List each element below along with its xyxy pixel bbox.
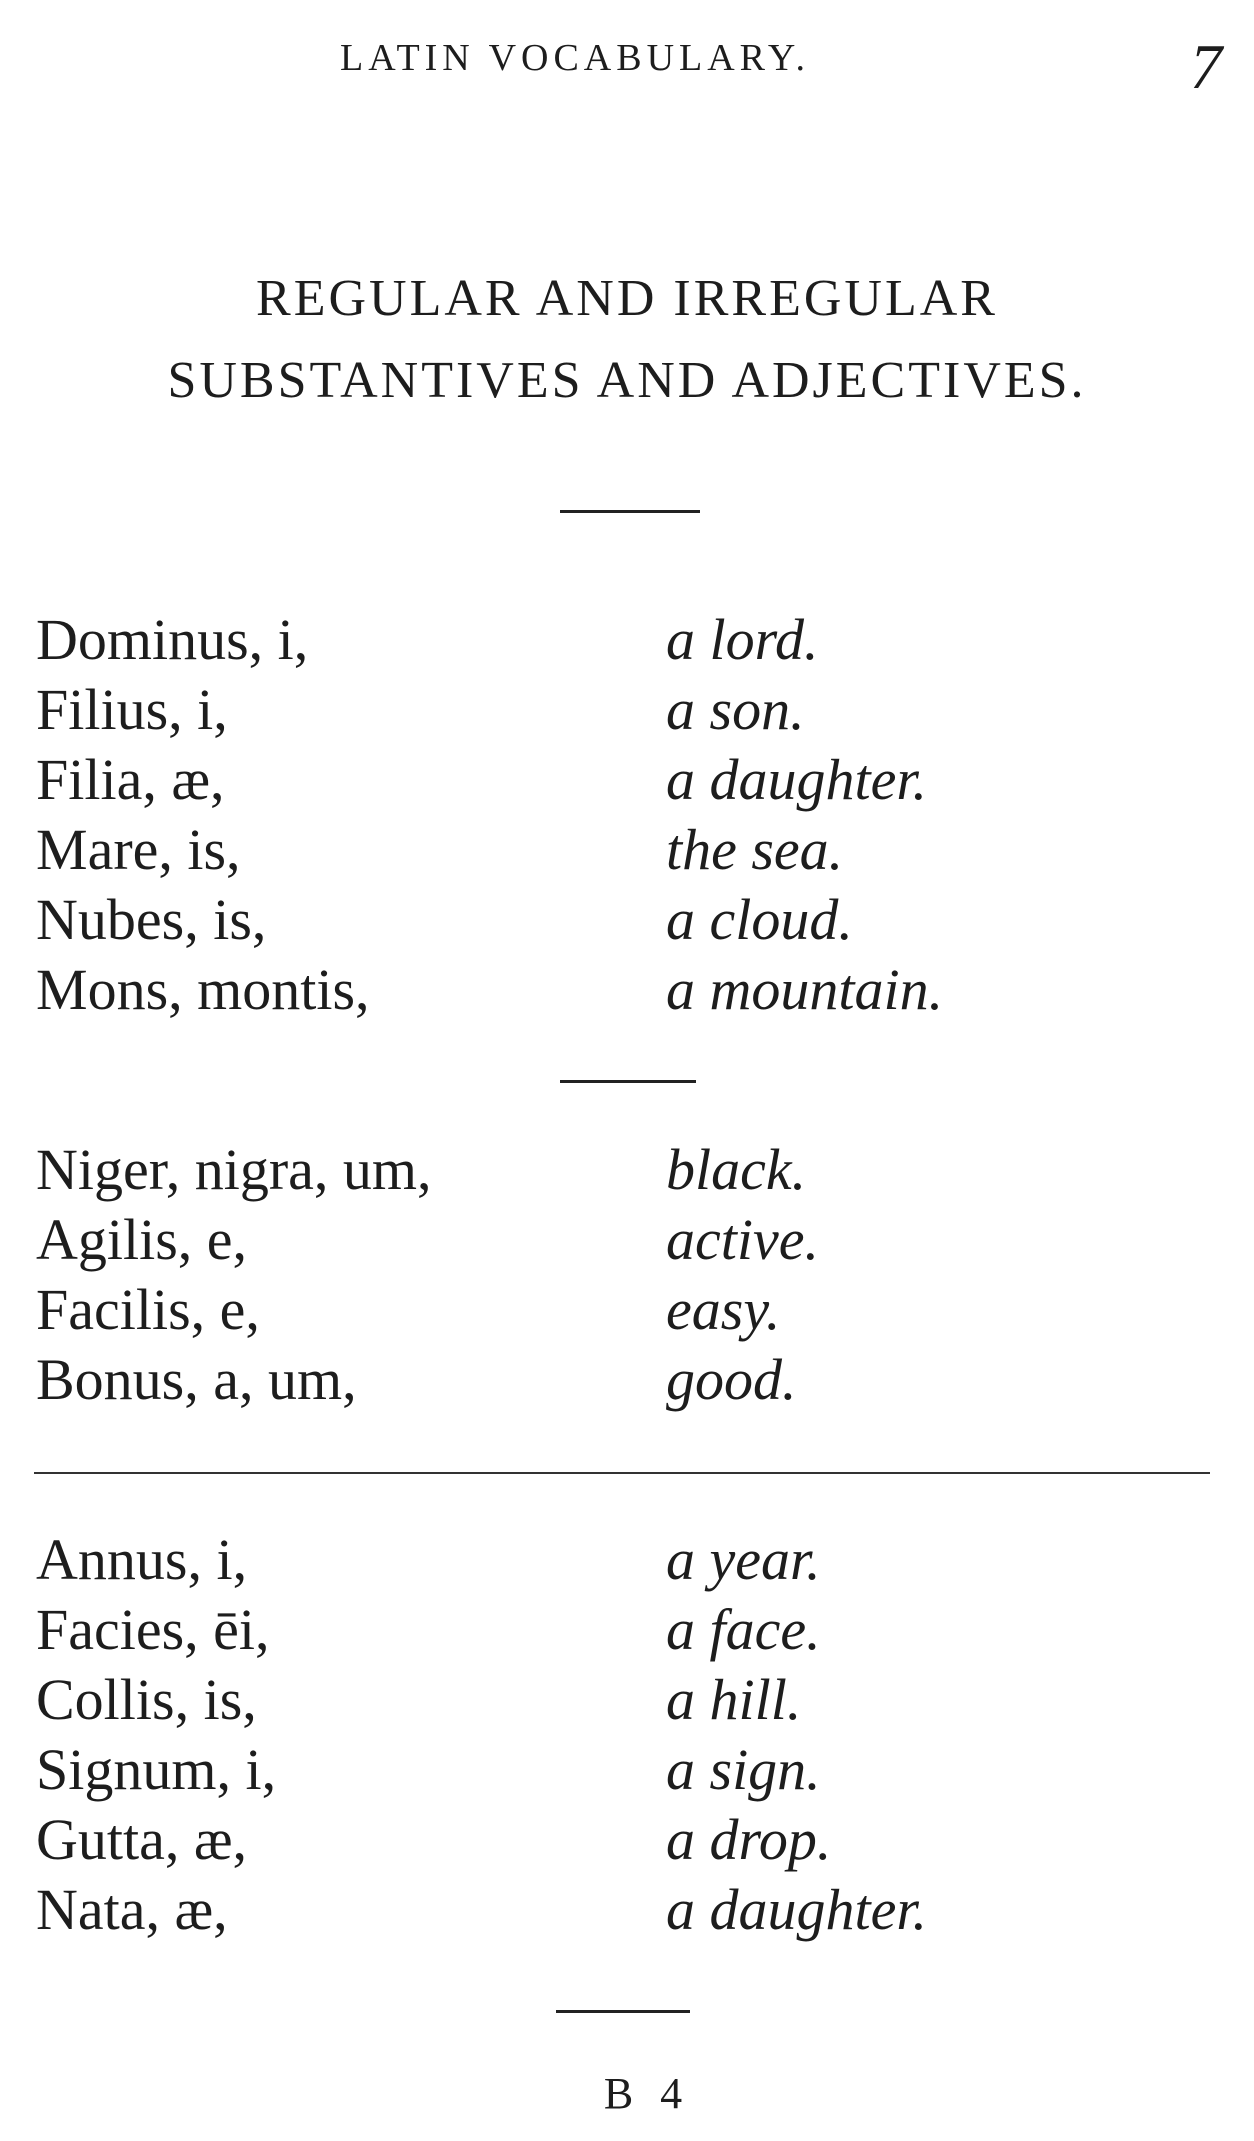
- vocab-group-mixed: [36, 1525, 1186, 1945]
- english-meaning: black.: [666, 1137, 807, 1202]
- english-meaning: a hill.: [666, 1667, 802, 1732]
- english-meaning: a daughter.: [666, 747, 927, 812]
- divider-rule: [560, 1080, 696, 1083]
- latin-word: Mare, is,: [36, 817, 241, 882]
- vocab-entry: [36, 1275, 1186, 1345]
- latin-word: Niger, nigra, um,: [36, 1137, 432, 1202]
- latin-word: Nata, æ,: [36, 1877, 228, 1942]
- vocab-entry: [36, 1735, 1186, 1805]
- english-meaning: a drop.: [666, 1807, 832, 1872]
- english-meaning: a son.: [666, 677, 805, 742]
- english-meaning: good.: [666, 1347, 797, 1412]
- section-title-line-1: REGULAR AND IRREGULAR: [256, 270, 998, 327]
- latin-word: Dominus, i,: [36, 607, 309, 672]
- english-meaning: a mountain.: [666, 957, 944, 1022]
- english-meaning: the sea.: [666, 817, 844, 882]
- vocab-entry: [36, 745, 1186, 815]
- divider-rule: [556, 2010, 690, 2013]
- english-meaning: a cloud.: [666, 887, 853, 952]
- english-meaning: active.: [666, 1207, 819, 1272]
- latin-word: Filius, i,: [36, 677, 228, 742]
- latin-word: Filia, æ,: [36, 747, 225, 812]
- latin-word: Nubes, is,: [36, 887, 267, 952]
- running-title: LATIN VOCABULARY.: [340, 37, 810, 79]
- latin-word: Annus, i,: [36, 1527, 248, 1592]
- english-meaning: a sign.: [666, 1737, 821, 1802]
- vocab-entry: [36, 955, 1186, 1025]
- vocab-entry: [36, 1135, 1186, 1205]
- vocab-entry: [36, 1525, 1186, 1595]
- section-title-line-2: SUBSTANTIVES AND ADJECTIVES.: [167, 352, 1087, 409]
- page-number: 7: [1190, 31, 1222, 102]
- section-divider-line: [34, 1472, 1210, 1474]
- vocab-entry: [36, 1205, 1186, 1275]
- latin-word: Gutta, æ,: [36, 1807, 248, 1872]
- running-head: [0, 30, 1254, 102]
- latin-word: Bonus, a, um,: [36, 1347, 357, 1412]
- english-meaning: a lord.: [666, 607, 819, 672]
- divider-rule: [560, 510, 700, 513]
- english-meaning: a year.: [666, 1527, 821, 1592]
- vocab-entry: [36, 605, 1186, 675]
- latin-word: Mons, montis,: [36, 957, 370, 1022]
- vocab-entry: [36, 815, 1186, 885]
- signature-mark: B 4: [603, 2069, 691, 2118]
- latin-word: Facies, ēi,: [36, 1597, 270, 1662]
- vocab-entry: [36, 1595, 1186, 1665]
- vocab-entry: [36, 1665, 1186, 1735]
- vocab-entry: [36, 1875, 1186, 1945]
- vocab-entry: [36, 1805, 1186, 1875]
- latin-word: Signum, i,: [36, 1737, 277, 1802]
- latin-word: Facilis, e,: [36, 1277, 260, 1342]
- latin-word: Agilis, e,: [36, 1207, 248, 1272]
- vocab-group-substantives: [36, 605, 1186, 1025]
- vocab-entry: [36, 675, 1186, 745]
- english-meaning: easy.: [666, 1277, 781, 1342]
- vocab-entry: [36, 1345, 1186, 1415]
- latin-word: Collis, is,: [36, 1667, 257, 1732]
- section-title: [40, 258, 1214, 422]
- english-meaning: a face.: [666, 1597, 821, 1662]
- english-meaning: a daughter.: [666, 1877, 927, 1942]
- vocab-group-adjectives: [36, 1135, 1186, 1415]
- vocab-entry: [36, 885, 1186, 955]
